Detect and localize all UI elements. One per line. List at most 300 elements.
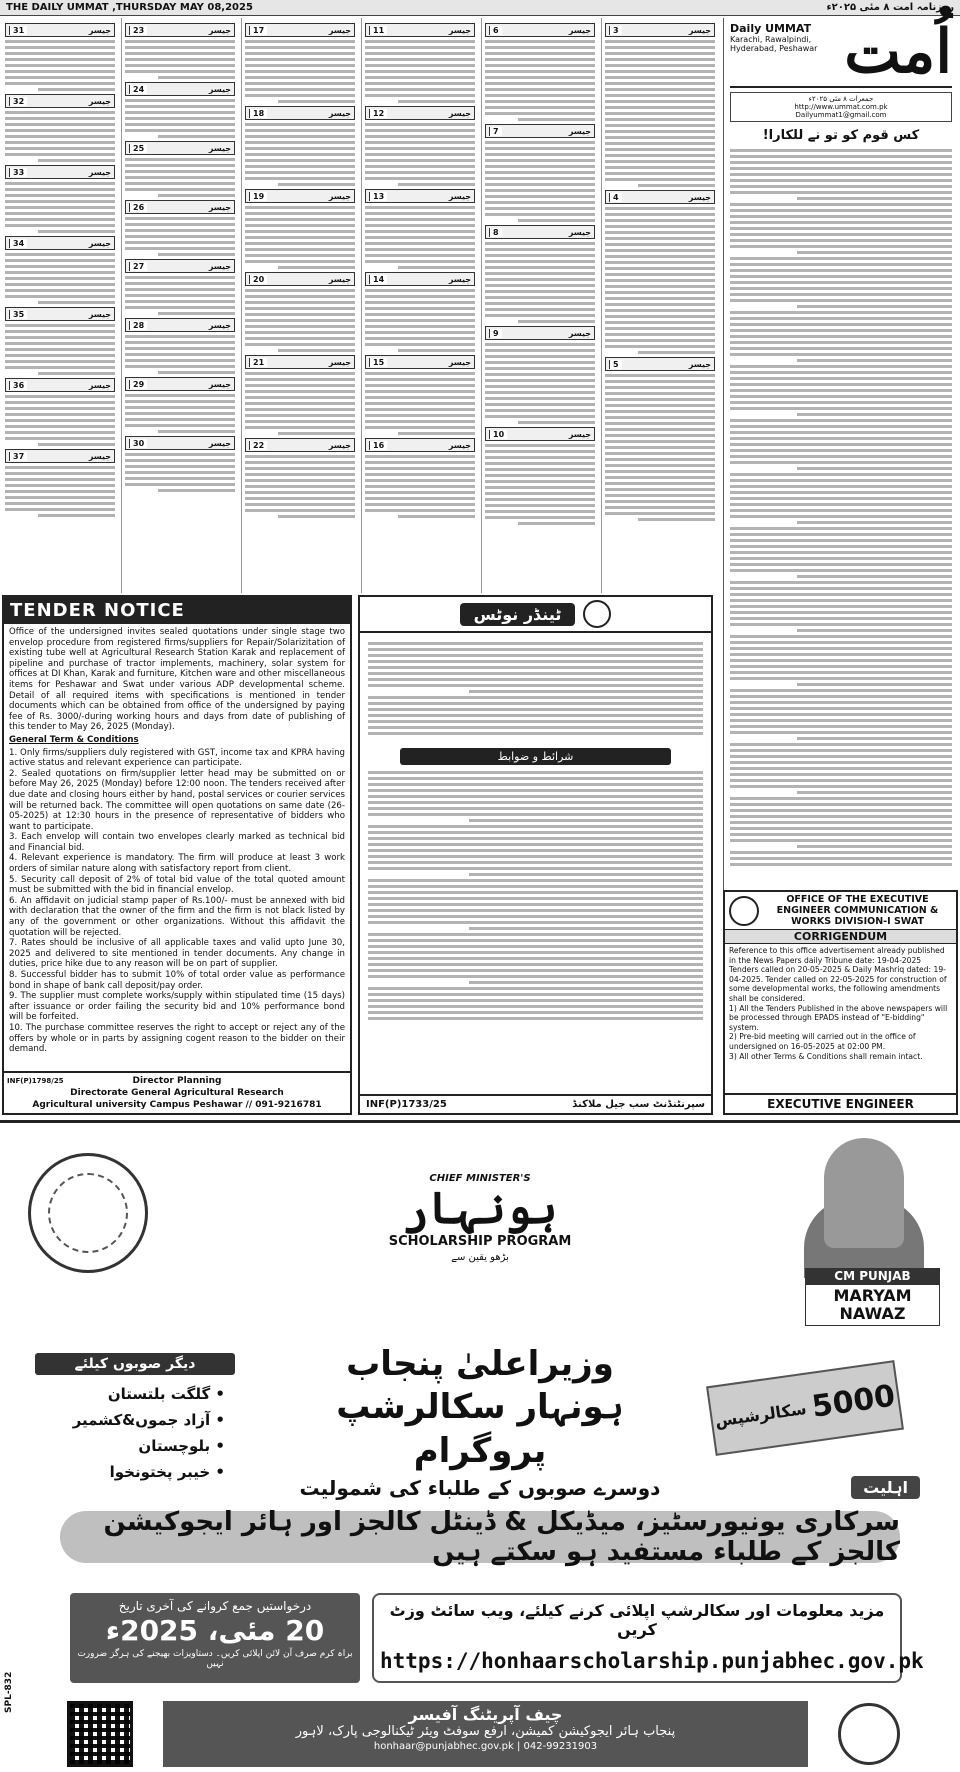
text-line [245, 76, 355, 79]
text-line [730, 767, 952, 770]
text-line [368, 933, 703, 936]
text-line [245, 390, 355, 393]
text-line [730, 287, 952, 290]
text-line [485, 213, 595, 216]
text-line [245, 218, 355, 221]
text-line [485, 302, 595, 305]
text-line [5, 466, 115, 469]
text-line [245, 153, 355, 156]
text-line [485, 278, 595, 281]
text-line [365, 426, 475, 429]
text-line [730, 263, 952, 266]
tender-term: 5. Security call deposit of 2% of total bid value of the total quoted amount must be submitted with the bid in financial envelop. [9, 874, 345, 896]
urdu-tender-ref: INF(P)1733/25 [366, 1099, 447, 1110]
text-line [245, 331, 355, 334]
news-item-number: 7 [489, 127, 502, 136]
text-line [485, 189, 595, 192]
text-line [365, 337, 475, 340]
text-line [368, 957, 703, 960]
news-item-text [5, 253, 115, 304]
email-link[interactable]: Dailyummat1@gmail.com [795, 111, 887, 119]
news-item-heading [5, 165, 115, 179]
text-line [365, 467, 475, 470]
text-line [730, 479, 952, 482]
text-line [278, 266, 355, 269]
text-line [730, 647, 952, 650]
text-line [5, 141, 115, 144]
text-line [730, 569, 952, 572]
text-line [398, 266, 475, 269]
kp-seal-icon [583, 600, 611, 628]
text-line [245, 467, 355, 470]
news-item-heading [125, 23, 235, 37]
news-item-text [5, 395, 115, 446]
text-line [605, 261, 715, 264]
text-line [485, 480, 595, 483]
text-line [485, 456, 595, 459]
tender-intro: Office of the undersigned invites sealed quotations under single stage two envelop procedure from registered firms/suppliers for Repair/Solarizitation of existing tube well at Agricultural Research Station Karak and replacement of pipeline and purchase of tractor implements, machinery, solar system for offices at DI Khan, Karak and furniture, Kitchen ware and other miscellaneous items for Peshawar and Swat under various ADP developmental scheme. Detail of all required items with specifications is mentioned in tender documents which can be obtained from office of the undersigned by paying fee of Rs. 3000/-during working hours and days from date of publishing of this tender to May 26, 2025 (Monday). [9, 627, 345, 733]
text-line [730, 701, 952, 704]
news-item-number: 11 [369, 26, 387, 35]
news-item-number: 20 [249, 275, 267, 284]
text-line [605, 40, 715, 43]
text-line [278, 183, 355, 186]
text-line [125, 129, 235, 132]
text-line [365, 402, 475, 405]
tender-notice [2, 595, 352, 1115]
text-line [605, 309, 715, 312]
news-item-text [365, 455, 475, 518]
text-line [398, 183, 475, 186]
text-line [730, 581, 952, 584]
text-line [605, 285, 715, 288]
cities: Karachi, Rawalpindi, Hyderabad, Peshawar [730, 35, 818, 53]
text-line [245, 307, 355, 310]
text-line [485, 141, 595, 144]
text-line [605, 398, 715, 401]
text-line [365, 503, 475, 506]
text-line [730, 215, 952, 218]
text-line [730, 311, 952, 314]
text-line [125, 223, 235, 226]
news-item-label: جیسر [88, 309, 111, 319]
text-line [368, 843, 703, 846]
text-line [730, 551, 952, 554]
news-item-label: جیسر [88, 451, 111, 461]
text-line [245, 325, 355, 328]
news-item-label: جیسر [328, 108, 351, 118]
text-line [485, 391, 595, 394]
text-line [730, 863, 952, 866]
tender-term: 8. Successful bidder has to submit 10% of total order value as performance bond in shape of bank call deposit/pay order. [9, 970, 345, 991]
title-line-1: وزیراعلیٰ پنجاب [346, 1344, 614, 1384]
news-item-label: جیسر [328, 440, 351, 450]
text-line [158, 135, 235, 138]
news-item-label: جیسر [688, 192, 711, 202]
text-line [365, 289, 475, 292]
text-line [365, 141, 475, 144]
tender-term: 10. The purchase committee reserves the right to accept or reject any of the offers by whole or in parts by assigning cogent reason to the bidder on their demand. [9, 1022, 345, 1055]
text-line [605, 172, 715, 175]
text-line [730, 671, 952, 674]
text-line [485, 462, 595, 465]
ummat-logo: اُمت [844, 17, 952, 87]
text-line [605, 231, 715, 234]
text-line [797, 413, 952, 416]
text-line [125, 70, 235, 73]
scholarship-url[interactable]: https://honhaarscholarship.punjabhec.gov.pk [380, 1649, 924, 1673]
text-line [365, 88, 475, 91]
news-item-heading [605, 190, 715, 204]
text-line [158, 76, 235, 79]
text-line [730, 821, 952, 824]
provinces-list [35, 1375, 235, 1491]
text-line [485, 183, 595, 186]
news-item-number: 29 [129, 380, 147, 389]
text-line [638, 184, 715, 187]
text-line [368, 678, 703, 681]
text-line [245, 230, 355, 233]
news-item-label: جیسر [688, 25, 711, 35]
text-line [485, 474, 595, 477]
text-line [518, 522, 595, 525]
text-line [605, 333, 715, 336]
text-line [245, 236, 355, 239]
text-line [605, 106, 715, 109]
text-line [245, 135, 355, 138]
office-address: پنجاب ہائر ایجوکیشن کمیشن، ارفع سوفٹ ویئر ٹیکنالوجی پارک، لاہور [295, 1724, 676, 1739]
text-line [797, 305, 952, 308]
text-line [730, 179, 952, 182]
text-line [605, 458, 715, 461]
text-line [797, 845, 952, 848]
text-line [365, 242, 475, 245]
text-line [5, 200, 115, 203]
corrigendum-notice [723, 890, 958, 1115]
text-line [730, 503, 952, 506]
text-line [605, 386, 715, 389]
news-item-label: جیسر [568, 25, 591, 35]
program-name: SCHOLARSHIP PROGRAM [388, 1234, 572, 1249]
text-line [245, 159, 355, 162]
news-item-label: جیسر [448, 440, 471, 450]
text-line [368, 969, 703, 972]
text-line [368, 801, 703, 804]
text-line [730, 773, 952, 776]
text-line [245, 40, 355, 43]
text-line [797, 791, 952, 794]
corrigendum-point: 2) Pre-bid meeting will carried out in the office of undersigned on 16-05-2025 at 02:00 PM. [729, 1032, 916, 1051]
badge-label: سکالرشپس [713, 1398, 808, 1431]
text-line [730, 527, 952, 530]
text-line [5, 342, 115, 345]
text-line [368, 849, 703, 852]
text-line [365, 40, 475, 43]
text-line [5, 265, 115, 268]
news-item-heading [245, 106, 355, 120]
text-line [245, 123, 355, 126]
text-line [730, 227, 952, 230]
news-item-heading [125, 318, 235, 332]
tender-body [4, 624, 350, 1058]
urdu-tender-footer [360, 1094, 711, 1113]
text-line [245, 402, 355, 405]
text-line [605, 166, 715, 169]
text-line [245, 52, 355, 55]
text-line [5, 484, 115, 487]
text-line [368, 777, 703, 780]
text-line [5, 123, 115, 126]
text-line [730, 425, 952, 428]
text-line [245, 289, 355, 292]
text-line [638, 518, 715, 521]
text-line [730, 281, 952, 284]
text-line [485, 266, 595, 269]
qr-code-icon [67, 1701, 133, 1767]
text-line [797, 575, 952, 578]
text-line [485, 296, 595, 299]
office-name: OFFICE OF THE EXECUTIVE ENGINEER COMMUNICATION & WORKS DIVISION-I SWAT [776, 894, 939, 927]
terms-title: General Term & Conditions [9, 734, 139, 745]
text-line [245, 461, 355, 464]
text-line [125, 294, 235, 297]
eligibility-banner: سرکاری یونیورسٹیز، میڈیکل & ڈینٹل کالجز اور ہائر ایجوکیشن کالجز کے طلباء مستفید ہو سکتے ہیں [60, 1511, 900, 1563]
text-line [245, 224, 355, 227]
text-line [5, 46, 115, 49]
news-item-text [485, 141, 595, 222]
text-line [245, 64, 355, 67]
text-line [365, 331, 475, 334]
text-line [730, 827, 952, 830]
ad-code: SPL-832 [4, 1671, 14, 1713]
text-line [469, 873, 704, 876]
news-item-label: جیسر [568, 328, 591, 338]
news-item-number: 36 [9, 381, 27, 390]
text-line [485, 195, 595, 198]
text-line [365, 295, 475, 298]
text-line [365, 58, 475, 61]
text-line [730, 533, 952, 536]
news-item-number: 32 [9, 97, 27, 106]
text-line [245, 455, 355, 458]
text-line [368, 708, 703, 711]
text-line [605, 94, 715, 97]
news-item-text [485, 40, 595, 121]
text-line [38, 301, 115, 304]
text-line [398, 100, 475, 103]
text-line [368, 720, 703, 723]
news-item-heading [5, 94, 115, 108]
tender-ref: INF(P)1798/25 [7, 1077, 64, 1085]
text-line [5, 271, 115, 274]
text-line [5, 206, 115, 209]
news-item-text [245, 123, 355, 186]
text-line [245, 212, 355, 215]
text-line [730, 509, 952, 512]
text-line [518, 320, 595, 323]
editorial-title: کس قوم کو تو نے للکارا! [762, 128, 920, 143]
website-label: مزید معلومات اور سکالرشپ اپلائی کرنے کیلئے، ویب سائٹ وزٹ کریں [389, 1601, 885, 1639]
text-line [5, 478, 115, 481]
news-item-number: 10 [489, 430, 507, 439]
text-line [730, 785, 952, 788]
scholarship-ad [0, 1120, 960, 1772]
text-line [605, 243, 715, 246]
text-line [605, 512, 715, 515]
text-line [125, 477, 235, 480]
text-line [730, 749, 952, 752]
text-line [485, 40, 595, 43]
text-line [485, 94, 595, 97]
text-line [797, 467, 952, 470]
text-line [730, 689, 952, 692]
text-line [730, 617, 952, 620]
text-line [368, 660, 703, 663]
text-line [730, 497, 952, 500]
punjab-emblem-icon [28, 1153, 148, 1273]
text-line [125, 105, 235, 108]
news-grid [0, 18, 720, 593]
text-line [365, 153, 475, 156]
text-line [365, 384, 475, 387]
text-line [605, 440, 715, 443]
news-item-number: 28 [129, 321, 147, 330]
text-line [5, 366, 115, 369]
text-line [730, 587, 952, 590]
text-line [485, 248, 595, 251]
text-line [38, 159, 115, 162]
text-line [605, 452, 715, 455]
news-item-text [245, 40, 355, 103]
text-line [5, 496, 115, 499]
text-line [368, 921, 703, 924]
news-item-text [125, 394, 235, 433]
tender-term: 2. Sealed quotations on firm/supplier letter head may be submitted on or before May 26, 2025 (Monday) before 12:00 noon. The tenders received after due date and closing hours either by hand, postal services or courier services will be returned back. The committee will open quotations on same date (26-05-2025) at 12:30 hours in the presence of representative of bidders who want to participate. [9, 768, 345, 832]
program-urdu: ہونہار [402, 1183, 558, 1234]
text-line [485, 106, 595, 109]
news-item-text [365, 372, 475, 435]
text-line [485, 486, 595, 489]
text-line [605, 488, 715, 491]
news-item-label: جیسر [568, 126, 591, 136]
news-item-text [485, 343, 595, 424]
text-line [365, 46, 475, 49]
text-line [605, 321, 715, 324]
text-line [365, 414, 475, 417]
text-line [730, 833, 952, 836]
text-line [730, 665, 952, 668]
news-item-text [605, 374, 715, 521]
text-line [485, 201, 595, 204]
text-line [365, 497, 475, 500]
text-line [365, 135, 475, 138]
text-line [605, 404, 715, 407]
contact-box [730, 92, 952, 122]
text-line [125, 359, 235, 362]
news-item-heading [5, 378, 115, 392]
news-item-number: 23 [129, 26, 147, 35]
text-line [125, 235, 235, 238]
text-line [730, 779, 952, 782]
text-line [365, 509, 475, 512]
text-line [730, 707, 952, 710]
text-line [5, 277, 115, 280]
text-line [365, 325, 475, 328]
text-line [5, 153, 115, 156]
text-line [368, 795, 703, 798]
text-line [605, 339, 715, 342]
text-line [605, 178, 715, 181]
text-line [485, 159, 595, 162]
text-line [125, 111, 235, 114]
text-line [125, 64, 235, 67]
text-line [5, 111, 115, 114]
news-item-heading [125, 141, 235, 155]
text-line [245, 396, 355, 399]
province-item: • آزاد جموں&کشمیر [45, 1407, 225, 1433]
text-line [485, 492, 595, 495]
corrigendum-office [725, 892, 956, 930]
text-line [485, 100, 595, 103]
text-line [730, 203, 952, 206]
text-line [158, 430, 235, 433]
provinces-box [35, 1353, 235, 1491]
text-line [730, 347, 952, 350]
corrigendum-points [729, 1004, 952, 1062]
news-item-number: 34 [9, 239, 27, 248]
text-line [245, 414, 355, 417]
masthead-info [730, 22, 844, 53]
text-line [5, 395, 115, 398]
text-line [125, 341, 235, 344]
program-chief: CHIEF MINISTER'S [429, 1173, 531, 1184]
news-item-number: 8 [489, 228, 502, 237]
text-line [730, 419, 952, 422]
news-item-label: جیسر [568, 429, 591, 439]
news-item-label: جیسر [208, 320, 231, 330]
province-item: • گلگت بلتستان [45, 1381, 225, 1407]
text-line [5, 253, 115, 256]
website-link[interactable]: http://www.ummat.com.pk [794, 103, 888, 111]
tender-org: Directorate General Agricultural Research [70, 1088, 284, 1098]
text-line [485, 254, 595, 257]
text-line [368, 714, 703, 717]
text-line [730, 599, 952, 602]
text-line [730, 299, 952, 302]
text-line [245, 426, 355, 429]
text-line [368, 648, 703, 651]
text-line [485, 468, 595, 471]
text-line [485, 498, 595, 501]
text-line [605, 464, 715, 467]
news-item-label: جیسر [328, 357, 351, 367]
badge-number: 5000 [809, 1378, 898, 1425]
text-line [605, 136, 715, 139]
text-line [125, 182, 235, 185]
text-line [368, 897, 703, 900]
text-line [245, 260, 355, 263]
news-item-text [125, 40, 235, 79]
text-line [605, 160, 715, 163]
text-line [730, 539, 952, 542]
text-line [158, 312, 235, 315]
text-line [125, 347, 235, 350]
text-line [368, 945, 703, 948]
text-line [368, 867, 703, 870]
urdu-tender-text [360, 635, 711, 742]
text-line [368, 696, 703, 699]
text-line [5, 348, 115, 351]
